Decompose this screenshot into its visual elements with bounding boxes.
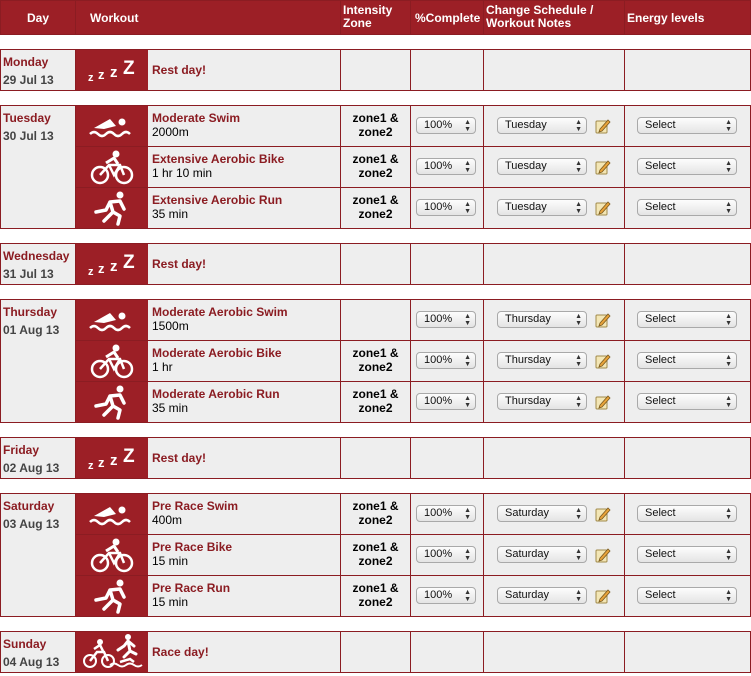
svg-text:z: z: [98, 261, 105, 276]
complete-cell: [410, 340, 484, 382]
complete-cell: [410, 49, 484, 91]
energy-cell: [624, 534, 751, 576]
intensity-zone-cell: [340, 493, 411, 535]
change-schedule-select[interactable]: [497, 393, 587, 410]
workout-cell: [75, 534, 341, 576]
swim-icon: [76, 300, 148, 340]
workout-detail: 35 min: [152, 207, 189, 221]
energy-cell: [624, 187, 751, 229]
updown-arrows-icon: ▲ ▼: [575, 507, 582, 521]
workout-detail: 1 hr 10 min: [152, 166, 213, 180]
change-schedule-select-value: Thursday: [505, 395, 551, 407]
day-cell-tuesday: [0, 105, 76, 229]
workout-text: [148, 147, 340, 187]
workout-cell: [75, 437, 341, 479]
workout-notes-edit-icon[interactable]: [595, 588, 611, 604]
svg-text:z: z: [110, 452, 118, 469]
energy-cell: [624, 437, 751, 479]
workout-text: [148, 535, 340, 575]
change-schedule-select[interactable]: [497, 352, 587, 369]
complete-cell: [410, 437, 484, 479]
svg-text:z: z: [88, 266, 94, 278]
energy-levels-select-value: Select: [645, 548, 676, 560]
day-cell-friday: [0, 437, 76, 479]
complete-cell: [410, 105, 484, 147]
workout-cell: [75, 340, 341, 382]
percent-complete-select[interactable]: [416, 393, 476, 410]
intensity-zone: zone1 & zone2: [352, 193, 399, 221]
complete-cell: [410, 493, 484, 535]
updown-arrows-icon: ▲ ▼: [464, 548, 471, 562]
run-icon: [76, 576, 148, 616]
percent-complete-select[interactable]: [416, 505, 476, 522]
workout-text: [148, 632, 340, 672]
change-schedule-select[interactable]: [497, 199, 587, 216]
intensity-zone-cell: [340, 340, 411, 382]
updown-arrows-icon: ▲ ▼: [464, 507, 471, 521]
intensity-zone-cell: [340, 631, 411, 673]
workout-cell: [75, 631, 341, 673]
schedule-cell: [483, 299, 625, 341]
day-name: Thursday: [3, 305, 58, 319]
bike-icon: [76, 147, 148, 187]
complete-cell: [410, 534, 484, 576]
change-schedule-select-value: Saturday: [505, 507, 550, 519]
intensity-zone: zone1 & zone2: [352, 111, 399, 139]
workout-notes-edit-icon[interactable]: [595, 506, 611, 522]
schedule-cell: [483, 340, 625, 382]
energy-levels-select-value: Select: [645, 354, 676, 366]
day-date: 03 Aug 13: [3, 517, 60, 531]
workout-detail: 2000m: [152, 125, 189, 139]
change-schedule-select-value: Saturday: [505, 589, 550, 601]
updown-arrows-icon: ▲ ▼: [464, 395, 471, 409]
workout-notes-edit-icon[interactable]: [595, 547, 611, 563]
updown-arrows-icon: ▲ ▼: [725, 119, 732, 133]
day-name: Friday: [3, 443, 40, 457]
svg-text:z: z: [88, 72, 94, 84]
energy-levels-select-value: Select: [645, 201, 676, 213]
energy-levels-select[interactable]: [637, 546, 737, 563]
workout-text: [148, 576, 340, 616]
workout-title: Moderate Aerobic Run: [152, 387, 280, 401]
percent-complete-select-value: 100%: [424, 201, 453, 213]
percent-complete-select-value: 100%: [424, 354, 453, 366]
workout-title: Pre Race Swim: [152, 499, 239, 513]
complete-cell: [410, 631, 484, 673]
day-name: Tuesday: [3, 111, 51, 125]
bike-icon: [76, 341, 148, 381]
svg-text:z: z: [88, 460, 94, 472]
workout-text: [148, 494, 340, 534]
complete-cell: [410, 187, 484, 229]
workout-notes-edit-icon[interactable]: [595, 353, 611, 369]
workout-title: Race day!: [152, 645, 209, 659]
percent-complete-select[interactable]: [416, 199, 476, 216]
workout-title: Extensive Aerobic Bike: [152, 152, 285, 166]
intensity-zone: zone1 & zone2: [352, 581, 399, 609]
header-workout: [75, 0, 341, 35]
workout-detail: 400m: [152, 513, 183, 527]
svg-text:z: z: [98, 67, 105, 82]
percent-complete-select-value: 100%: [424, 589, 453, 601]
workout-text: [148, 106, 340, 146]
change-schedule-select-value: Thursday: [505, 354, 551, 366]
workout-cell: [75, 493, 341, 535]
workout-detail: 1500m: [152, 319, 189, 333]
triathlon-icon: [76, 632, 148, 672]
change-schedule-select-value: Tuesday: [505, 119, 547, 131]
updown-arrows-icon: ▲ ▼: [464, 354, 471, 368]
updown-arrows-icon: ▲ ▼: [575, 313, 582, 327]
change-schedule-select-value: Tuesday: [505, 160, 547, 172]
percent-complete-select[interactable]: [416, 352, 476, 369]
workout-notes-edit-icon[interactable]: [595, 159, 611, 175]
complete-cell: [410, 146, 484, 188]
header-day-label: Day: [26, 11, 49, 25]
day-cell-saturday: [0, 493, 76, 617]
energy-cell: [624, 381, 751, 423]
workout-detail: 1 hr: [152, 360, 173, 374]
percent-complete-select-value: 100%: [424, 119, 453, 131]
energy-cell: [624, 493, 751, 535]
intensity-zone: zone1 & zone2: [352, 499, 399, 527]
workout-title: Pre Race Run: [152, 581, 231, 595]
day-name: Saturday: [3, 499, 55, 513]
workout-title: Moderate Swim: [152, 111, 241, 125]
change-schedule-select[interactable]: [497, 117, 587, 134]
percent-complete-select[interactable]: [416, 158, 476, 175]
percent-complete-select[interactable]: [416, 587, 476, 604]
energy-levels-select-value: Select: [645, 589, 676, 601]
intensity-zone: zone1 & zone2: [352, 387, 399, 415]
updown-arrows-icon: ▲ ▼: [725, 507, 732, 521]
updown-arrows-icon: ▲ ▼: [464, 313, 471, 327]
energy-cell: [624, 631, 751, 673]
header-intensity-label: Intensity Zone: [343, 3, 393, 30]
updown-arrows-icon: ▲ ▼: [725, 354, 732, 368]
workout-text: [148, 438, 340, 478]
swim-icon: [76, 494, 148, 534]
energy-levels-select[interactable]: [637, 158, 737, 175]
change-schedule-select-value: Thursday: [505, 313, 551, 325]
schedule-cell: [483, 146, 625, 188]
energy-cell: [624, 243, 751, 285]
day-date: 29 Jul 13: [3, 73, 54, 87]
energy-cell: [624, 105, 751, 147]
day-date: 31 Jul 13: [3, 267, 54, 281]
schedule-cell: [483, 437, 625, 479]
schedule-cell: [483, 187, 625, 229]
intensity-zone-cell: [340, 187, 411, 229]
workout-detail: 15 min: [152, 554, 189, 568]
workout-notes-edit-icon[interactable]: [595, 200, 611, 216]
intensity-zone-cell: [340, 437, 411, 479]
complete-cell: [410, 381, 484, 423]
intensity-zone: zone1 & zone2: [352, 346, 399, 374]
intensity-zone-cell: [340, 146, 411, 188]
energy-cell: [624, 146, 751, 188]
workout-title: Moderate Aerobic Bike: [152, 346, 282, 360]
energy-cell: [624, 575, 751, 617]
updown-arrows-icon: ▲ ▼: [725, 160, 732, 174]
change-schedule-select[interactable]: [497, 587, 587, 604]
workout-text: [148, 188, 340, 228]
updown-arrows-icon: ▲ ▼: [575, 201, 582, 215]
energy-cell: [624, 49, 751, 91]
updown-arrows-icon: ▲ ▼: [464, 119, 471, 133]
updown-arrows-icon: ▲ ▼: [575, 395, 582, 409]
schedule-cell: [483, 534, 625, 576]
day-name: Monday: [3, 55, 49, 69]
updown-arrows-icon: ▲ ▼: [464, 201, 471, 215]
change-schedule-select[interactable]: [497, 546, 587, 563]
updown-arrows-icon: ▲ ▼: [725, 313, 732, 327]
schedule-cell: [483, 493, 625, 535]
day-name: Sunday: [3, 637, 47, 651]
intensity-zone-cell: [340, 534, 411, 576]
svg-text:z: z: [110, 258, 118, 275]
workout-notes-edit-icon[interactable]: [595, 312, 611, 328]
run-icon: [76, 382, 148, 422]
energy-levels-select[interactable]: [637, 199, 737, 216]
energy-levels-select[interactable]: [637, 311, 737, 328]
day-date: 02 Aug 13: [3, 461, 60, 475]
intensity-zone-cell: [340, 299, 411, 341]
workout-cell: [75, 146, 341, 188]
day-date: 30 Jul 13: [3, 129, 54, 143]
header-workout-label: Workout: [90, 11, 139, 25]
updown-arrows-icon: ▲ ▼: [575, 589, 582, 603]
schedule-cell: [483, 105, 625, 147]
workout-notes-edit-icon[interactable]: [595, 394, 611, 410]
intensity-zone: zone1 & zone2: [352, 152, 399, 180]
workout-cell: [75, 381, 341, 423]
energy-levels-select[interactable]: [637, 505, 737, 522]
workout-text: [148, 244, 340, 284]
svg-text:Z: Z: [123, 58, 135, 79]
energy-levels-select-value: Select: [645, 160, 676, 172]
energy-levels-select-value: Select: [645, 507, 676, 519]
energy-levels-select[interactable]: [637, 393, 737, 410]
swim-icon: [76, 106, 148, 146]
schedule-cell: [483, 575, 625, 617]
updown-arrows-icon: ▲ ▼: [575, 119, 582, 133]
percent-complete-select-value: 100%: [424, 313, 453, 325]
workout-title: Pre Race Bike: [152, 540, 233, 554]
header-schedule: [483, 0, 625, 35]
energy-levels-select[interactable]: [637, 352, 737, 369]
bike-icon: [76, 535, 148, 575]
percent-complete-select-value: 100%: [424, 507, 453, 519]
percent-complete-select[interactable]: [416, 117, 476, 134]
updown-arrows-icon: ▲ ▼: [725, 395, 732, 409]
change-schedule-select[interactable]: [497, 505, 587, 522]
energy-levels-select-value: Select: [645, 313, 676, 325]
workout-cell: [75, 575, 341, 617]
updown-arrows-icon: ▲ ▼: [725, 589, 732, 603]
change-schedule-select-value: Saturday: [505, 548, 550, 560]
day-cell-sunday: [0, 631, 76, 673]
schedule-cell: [483, 631, 625, 673]
svg-text:Z: Z: [123, 446, 135, 467]
header-schedule-label: Change Schedule / Workout Notes: [486, 3, 594, 30]
day-cell-thursday: [0, 299, 76, 423]
updown-arrows-icon: ▲ ▼: [464, 589, 471, 603]
percent-complete-select-value: 100%: [424, 395, 453, 407]
updown-arrows-icon: ▲ ▼: [575, 548, 582, 562]
complete-cell: [410, 299, 484, 341]
svg-text:z: z: [110, 64, 118, 81]
percent-complete-select[interactable]: [416, 546, 476, 563]
workout-title: Rest day!: [152, 63, 207, 77]
day-cell-wednesday: [0, 243, 76, 285]
intensity-zone-cell: [340, 105, 411, 147]
percent-complete-select[interactable]: [416, 311, 476, 328]
workout-text: [148, 50, 340, 90]
rest-icon: [76, 438, 148, 478]
workout-text: [148, 300, 340, 340]
updown-arrows-icon: ▲ ▼: [725, 201, 732, 215]
svg-text:Z: Z: [123, 252, 135, 273]
workout-detail: 15 min: [152, 595, 189, 609]
workout-notes-edit-icon[interactable]: [595, 118, 611, 134]
workout-cell: [75, 299, 341, 341]
intensity-zone-cell: [340, 575, 411, 617]
intensity-zone-cell: [340, 243, 411, 285]
workout-cell: [75, 243, 341, 285]
intensity-zone: zone1 & zone2: [352, 540, 399, 568]
workout-cell: [75, 105, 341, 147]
schedule-cell: [483, 49, 625, 91]
workout-text: [148, 382, 340, 422]
header-energy-label: Energy levels: [627, 11, 705, 25]
header-intensity: [340, 0, 411, 35]
workout-detail: 35 min: [152, 401, 189, 415]
complete-cell: [410, 575, 484, 617]
schedule-cell: [483, 381, 625, 423]
percent-complete-select-value: 100%: [424, 160, 453, 172]
rest-icon: [76, 50, 148, 90]
day-name: Wednesday: [3, 249, 70, 263]
energy-cell: [624, 340, 751, 382]
run-icon: [76, 188, 148, 228]
workout-cell: [75, 187, 341, 229]
day-date: 04 Aug 13: [3, 655, 60, 669]
energy-cell: [624, 299, 751, 341]
complete-cell: [410, 243, 484, 285]
workout-title: Moderate Aerobic Swim: [152, 305, 288, 319]
percent-complete-select-value: 100%: [424, 548, 453, 560]
energy-levels-select-value: Select: [645, 119, 676, 131]
day-cell-monday: [0, 49, 76, 91]
schedule-cell: [483, 243, 625, 285]
change-schedule-select-value: Tuesday: [505, 201, 547, 213]
change-schedule-select[interactable]: [497, 158, 587, 175]
updown-arrows-icon: ▲ ▼: [575, 160, 582, 174]
svg-text:z: z: [98, 455, 105, 470]
intensity-zone-cell: [340, 49, 411, 91]
updown-arrows-icon: ▲ ▼: [725, 548, 732, 562]
energy-levels-select[interactable]: [637, 117, 737, 134]
updown-arrows-icon: ▲ ▼: [464, 160, 471, 174]
header-day: [0, 0, 76, 35]
header-complete-label: %Complete: [415, 11, 481, 25]
updown-arrows-icon: ▲ ▼: [575, 354, 582, 368]
workout-text: [148, 341, 340, 381]
workout-title: Extensive Aerobic Run: [152, 193, 283, 207]
energy-levels-select-value: Select: [645, 395, 676, 407]
header-energy: [624, 0, 751, 35]
energy-levels-select[interactable]: [637, 587, 737, 604]
workout-title: Rest day!: [152, 257, 207, 271]
header-complete: [410, 0, 484, 35]
day-date: 01 Aug 13: [3, 323, 60, 337]
change-schedule-select[interactable]: [497, 311, 587, 328]
intensity-zone-cell: [340, 381, 411, 423]
rest-icon: [76, 244, 148, 284]
workout-cell: [75, 49, 341, 91]
workout-title: Rest day!: [152, 451, 207, 465]
